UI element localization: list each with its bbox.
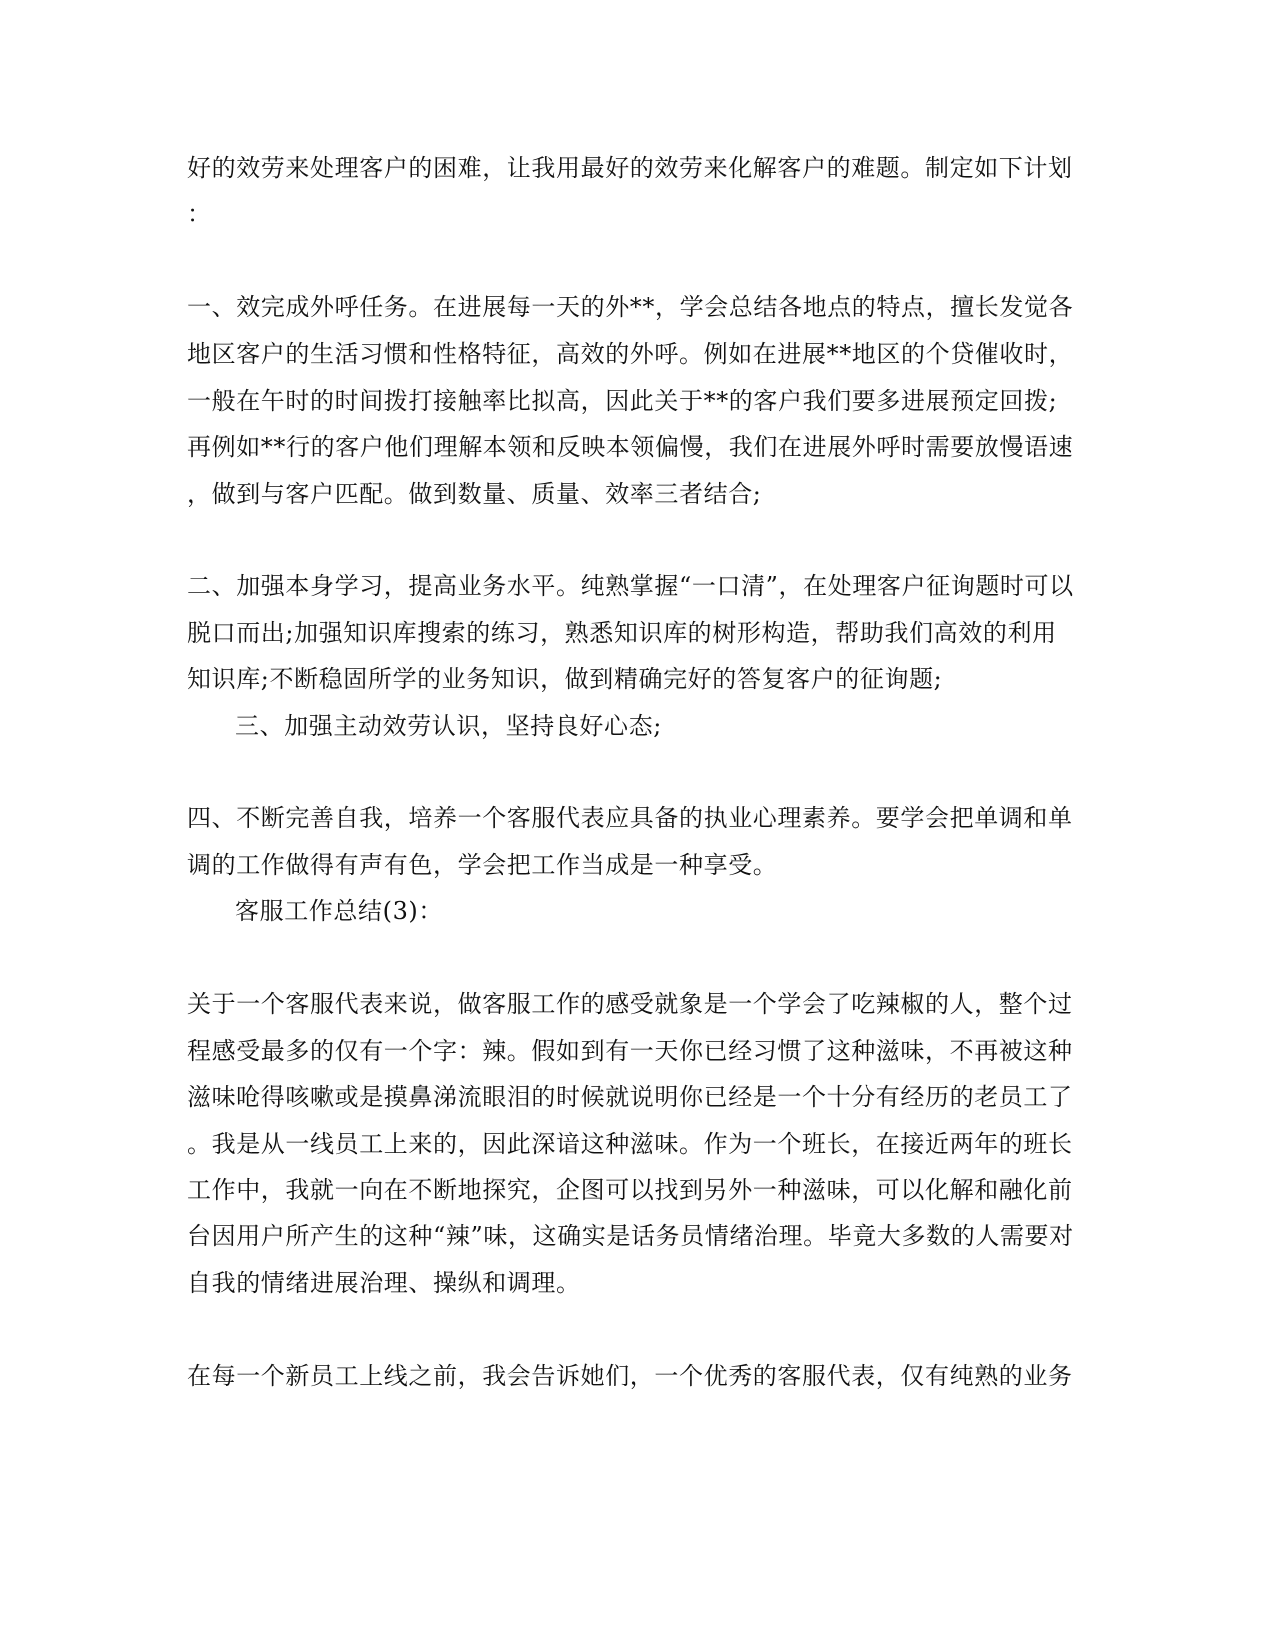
text-line: ，做到与客户匹配。做到数量、质量、效率三者结合; [187, 480, 762, 508]
text-line: 工作中，我就一向在不断地探究，企图可以找到另外一种滋味，可以化解和融化前 [187, 1176, 1073, 1204]
text-line: 一般在午时的时间拨打接触率比拟高，因此关于**的客户我们要多进展预定回拨; [187, 387, 1058, 415]
text-line: 调的工作做得有声有色，学会把工作当成是一种享受。 [187, 851, 778, 879]
text-line: 自我的情绪进展治理、操纵和调理。 [187, 1269, 581, 1297]
text-line: 关于一个客服代表来说，做客服工作的感受就象是一个学会了吃辣椒的人，整个过 [187, 990, 1073, 1018]
text-line: ： [187, 200, 212, 228]
text-line: 地区客户的生活习惯和性格特征，高效的外呼。例如在进展**地区的个贷催收时， [187, 340, 1074, 368]
text-line: 在每一个新员工上线之前，我会告诉她们，一个优秀的客服代表，仅有纯熟的业务 [187, 1362, 1073, 1390]
text-line: 四、不断完善自我，培养一个客服代表应具备的执业心理素养。要学会把单调和单 [187, 804, 1073, 832]
text-line: 台因用户所产生的这种“辣”味，这确实是话务员情绪治理。毕竟大多数的人需要对 [187, 1222, 1074, 1250]
text-line: 知识库;不断稳固所学的业务知识，做到精确完好的答复客户的征询题; [187, 665, 943, 693]
text-line: 一、效完成外呼任务。在进展每一天的外**，学会总结各地点的特点，擅长发觉各 [187, 293, 1074, 321]
text-line: 二、加强本身学习，提高业务水平。纯熟掌握“一口清”，在处理客户征询题时可以 [187, 572, 1074, 600]
text-line: 再例如**行的客户他们理解本领和反映本领偏慢，我们在进展外呼时需要放慢语速 [187, 433, 1074, 461]
text-line: 程感受最多的仅有一个字：辣。假如到有一天你已经习惯了这种滋味，不再被这种 [187, 1037, 1073, 1065]
text-line: 三、加强主动效劳认识，坚持良好心态; [235, 712, 662, 740]
text-line: 脱口而出;加强知识库搜索的练习，熟悉知识库的树形构造，帮助我们高效的利用 [187, 619, 1057, 647]
text-line: 滋味呛得咳嗽或是摸鼻涕流眼泪的时候就说明你已经是一个十分有经历的老员工了 [187, 1083, 1073, 1111]
section-heading: 客服工作总结(3)： [235, 897, 443, 925]
text-line: 。我是从一线员工上来的，因此深谙这种滋味。作为一个班长，在接近两年的班长 [187, 1130, 1073, 1158]
text-line: 好的效劳来处理客户的困难，让我用最好的效劳来化解客户的难题。制定如下计划 [187, 154, 1073, 182]
